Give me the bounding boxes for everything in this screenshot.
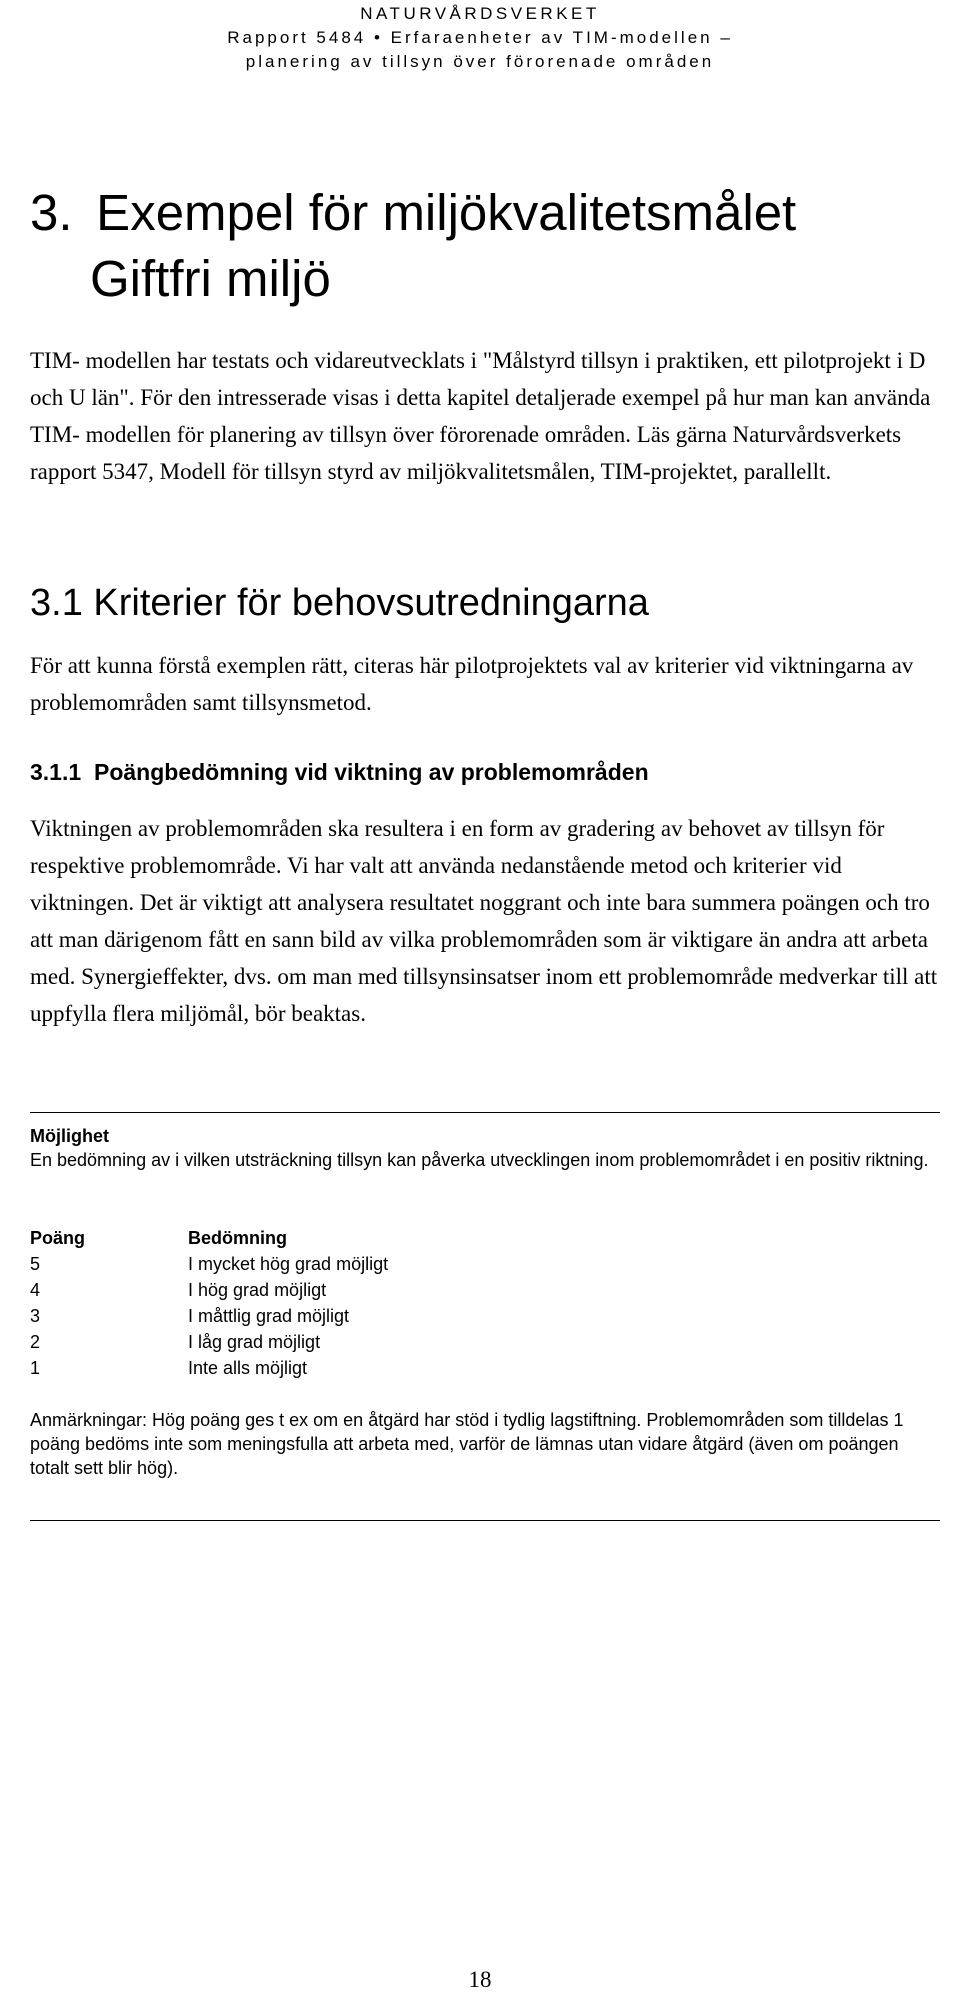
subsection-title-text: Poängbedömning vid viktning av problemområden	[94, 759, 649, 785]
score-cell: 3	[30, 1306, 41, 1326]
score-cell: 5	[30, 1254, 41, 1274]
assessment-column-header: Bedömning	[188, 1228, 287, 1248]
chapter-title	[30, 180, 950, 312]
table-row	[30, 1356, 388, 1382]
box-top-divider	[30, 1112, 940, 1113]
assessment-cell: I mycket hög grad möjligt	[188, 1254, 389, 1274]
assessment-cell: Inte alls möjligt	[188, 1358, 308, 1378]
subsection-number: 3.1.1	[30, 759, 82, 785]
subsection-paragraph: Viktningen av problemområden ska resultera i en form av gradering av behovet av tillsyn för respektive problemområde. Vi har valt att använda nedanstående metod och kriterier vid viktningen. Det är viktigt att analysera resultatet noggrant och inte bara summera poängen och tro att man därigenom fått en sann bild av vilka problemområden som är viktigare än andra att arbeta med. Synergieffekter, dvs. om man med tillsynsinsatser inom ett problemområde medverkar till att uppfylla flera miljömål, bör beaktas.	[30, 816, 938, 1026]
chapter-title-line-2: Giftfri miljö	[90, 250, 331, 307]
score-column-header: Poäng	[30, 1228, 86, 1248]
table-row	[30, 1252, 388, 1278]
assessment-cell: I måttlig grad möjligt	[188, 1306, 350, 1326]
assessment-cell: I hög grad möjligt	[188, 1280, 327, 1300]
box-heading: Möjlighet	[30, 1126, 109, 1146]
section-paragraph: För att kunna förstå exemplen rätt, citeras här pilotprojektets val av kriterier vid viktningarna av problemområden samt tillsynsmetod.	[30, 653, 914, 715]
table-row	[30, 1304, 388, 1330]
chapter-intro-paragraph: TIM- modellen har testats och vidareutvecklats i "Målstyrd tillsyn i praktiken, ett pilotprojekt i D och U län". För den intresserade visas i detta kapitel detaljerade exempel på hur man kan använda TIM- modellen för planering av tillsyn över förorenade områden. Läs gärna Naturvårdsverkets rapport 5347, Modell för tillsyn styrd av miljökvalitetsmålen, TIM-projektet, parallellt.	[30, 348, 931, 484]
subsection-title	[30, 756, 649, 788]
chapter-number: 3.	[30, 184, 73, 241]
box-bottom-divider	[30, 1520, 940, 1521]
score-cell: 2	[30, 1332, 41, 1352]
page-number: 18	[468, 1967, 492, 1992]
section-title: 3.1 Kriterier för behovsutredningarna	[30, 582, 649, 624]
score-cell: 4	[30, 1280, 41, 1300]
running-header	[0, 2, 960, 74]
header-organization: NATURVÅRDSVERKET	[360, 4, 600, 23]
assessment-cell: I låg grad möjligt	[188, 1332, 321, 1352]
chapter-title-line-1: Exempel för miljökvalitetsmålet	[96, 184, 797, 241]
table-row	[30, 1278, 388, 1304]
header-report-line-2: planering av tillsyn över förorenade områden	[245, 52, 715, 71]
score-cell: 1	[30, 1358, 41, 1378]
box-description: En bedömning av i vilken utsträckning tillsyn kan påverka utvecklingen inom problemområdet i en positiv riktning.	[30, 1150, 929, 1170]
box-note: Anmärkningar: Hög poäng ges t ex om en åtgärd har stöd i tydlig lagstiftning. Problemområden som tilldelas 1 poäng bedöms inte som meningsfulla att arbeta med, varför de lämnas utan vidare åtgärd (även om poängen totalt sett blir hög).	[30, 1410, 904, 1478]
score-table	[30, 1226, 388, 1382]
table-row	[30, 1330, 388, 1356]
header-report-line: Rapport 5484 • Erfaraenheter av TIM-modellen –	[227, 28, 733, 47]
score-table-header-row	[30, 1226, 388, 1252]
